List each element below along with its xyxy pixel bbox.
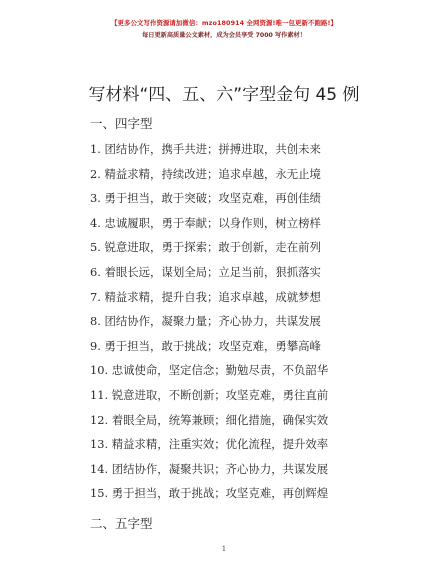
phrase-item: 4. 忠诚履职，勇于奉献；以身作则，树立榜样 (90, 215, 321, 230)
phrase-item: 9. 勇于担当，敢于挑战；攻坚克难，勇攀高峰 (90, 338, 321, 353)
document-title: 写材料“四、五、六”字型金句 45 例 (88, 85, 360, 105)
phrase-item: 2. 精益求精，持续改进；追求卓越，永无止境 (90, 166, 321, 181)
promo-banner-line-2: 每日更新高质量公文素材，成为会员享受 7000 写作素材！ (142, 32, 306, 39)
phrase-item: 6. 着眼长远，谋划全局；立足当前，狠抓落实 (90, 264, 321, 279)
phrase-item: 7. 精益求精，提升自我；追求卓越，成就梦想 (90, 289, 321, 304)
phrase-item: 13. 精益求精，注重实效；优化流程，提升效率 (90, 437, 329, 452)
section-heading-four-char: 一、四字型 (90, 116, 153, 131)
promo-banner-line-1: 【更多公文写作资源请加微信：mzo180914 全网资源!唯一包更新不跑路!】 (111, 19, 337, 27)
phrase-item: 14. 团结协作，凝聚共识；齐心协力，共谋发展 (90, 461, 329, 476)
phrase-item: 8. 团结协作，凝聚力量；齐心协力，共谋发展 (90, 314, 321, 329)
section-heading-five-char: 二、五字型 (90, 516, 153, 531)
phrase-list (90, 137, 328, 506)
phrase-item: 10. 忠诚使命，坚定信念；勤勉尽责，不负韶华 (90, 363, 329, 378)
phrase-item: 12. 着眼全局，统筹兼顾；细化措施，确保实效 (90, 412, 329, 427)
phrase-item: 1. 团结协作，携手共进；拼搏进取，共创未来 (90, 142, 321, 156)
phrase-item: 5. 锐意进取，勇于探索；敢于创新，走在前列 (90, 240, 321, 255)
phrase-item: 15. 勇于担当，敢于挑战；攻坚克难，再创辉煌 (90, 486, 329, 501)
phrase-item: 3. 勇于担当，敢于突破；攻坚克难，再创佳绩 (90, 191, 321, 206)
phrase-item: 11. 锐意进取，不断创新；攻坚克难，勇往直前 (90, 387, 329, 402)
page-number: 1 (221, 545, 227, 553)
